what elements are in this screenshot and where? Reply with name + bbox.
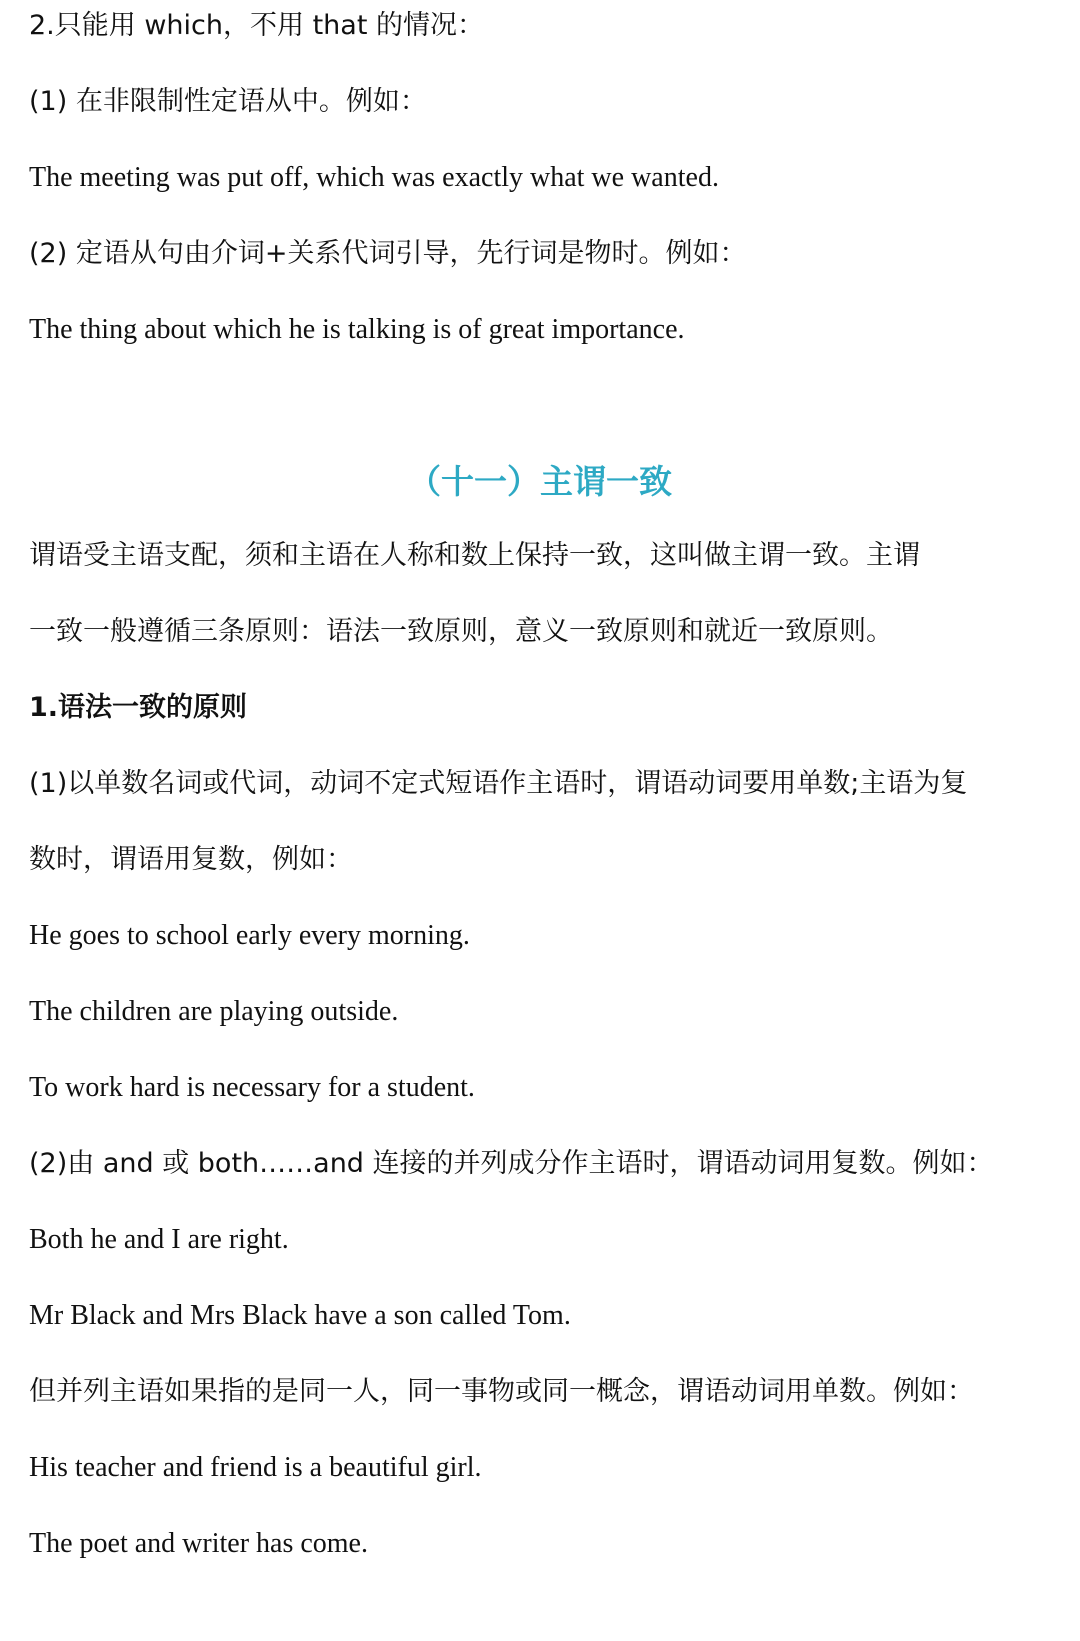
subheading: 1.语法一致的原则 — [29, 692, 248, 723]
example-sentence: Mr Black and Mrs Black have a son called Tom. — [29, 1300, 571, 1331]
rule-singular-plural-cont: 数时，谓语用复数，例如： — [29, 844, 353, 875]
rule-preposition-relative: (2) 定语从句由介词+关系代词引导，先行词是物时。例如： — [29, 238, 747, 269]
example-sentence: The thing about which he is talking is of great importance. — [29, 314, 685, 345]
rule-and-both: (2)由 and 或 both……and 连接的并列成分作主语时，谓语动词用复数。例如： — [29, 1148, 994, 1179]
example-sentence: His teacher and friend is a beautiful girl. — [29, 1452, 482, 1483]
rule-singular-plural: (1)以单数名词或代词，动词不定式短语作主语时，谓语动词要用单数;主语为复 — [29, 768, 968, 799]
intro-paragraph-line: 一致一般遵循三条原则：语法一致原则，意义一致原则和就近一致原则。 — [29, 616, 893, 647]
example-sentence: The children are playing outside. — [29, 996, 399, 1027]
rule-which-only-title: 2.只能用 which，不用 that 的情况： — [29, 10, 484, 41]
rule-nonrestrictive: (1) 在非限制性定语从中。例如： — [29, 86, 427, 117]
example-sentence: To work hard is necessary for a student. — [29, 1072, 475, 1103]
example-sentence: Both he and I are right. — [29, 1224, 289, 1255]
section-heading: （十一）主谓一致 — [408, 462, 672, 501]
intro-paragraph-line: 谓语受主语支配，须和主语在人称和数上保持一致，这叫做主谓一致。主谓 — [29, 540, 920, 571]
rule-same-person: 但并列主语如果指的是同一人，同一事物或同一概念，谓语动词用单数。例如： — [29, 1376, 974, 1407]
example-sentence: The poet and writer has come. — [29, 1528, 368, 1559]
example-sentence: The meeting was put off, which was exactly what we wanted. — [29, 162, 719, 193]
example-sentence: He goes to school early every morning. — [29, 920, 470, 951]
